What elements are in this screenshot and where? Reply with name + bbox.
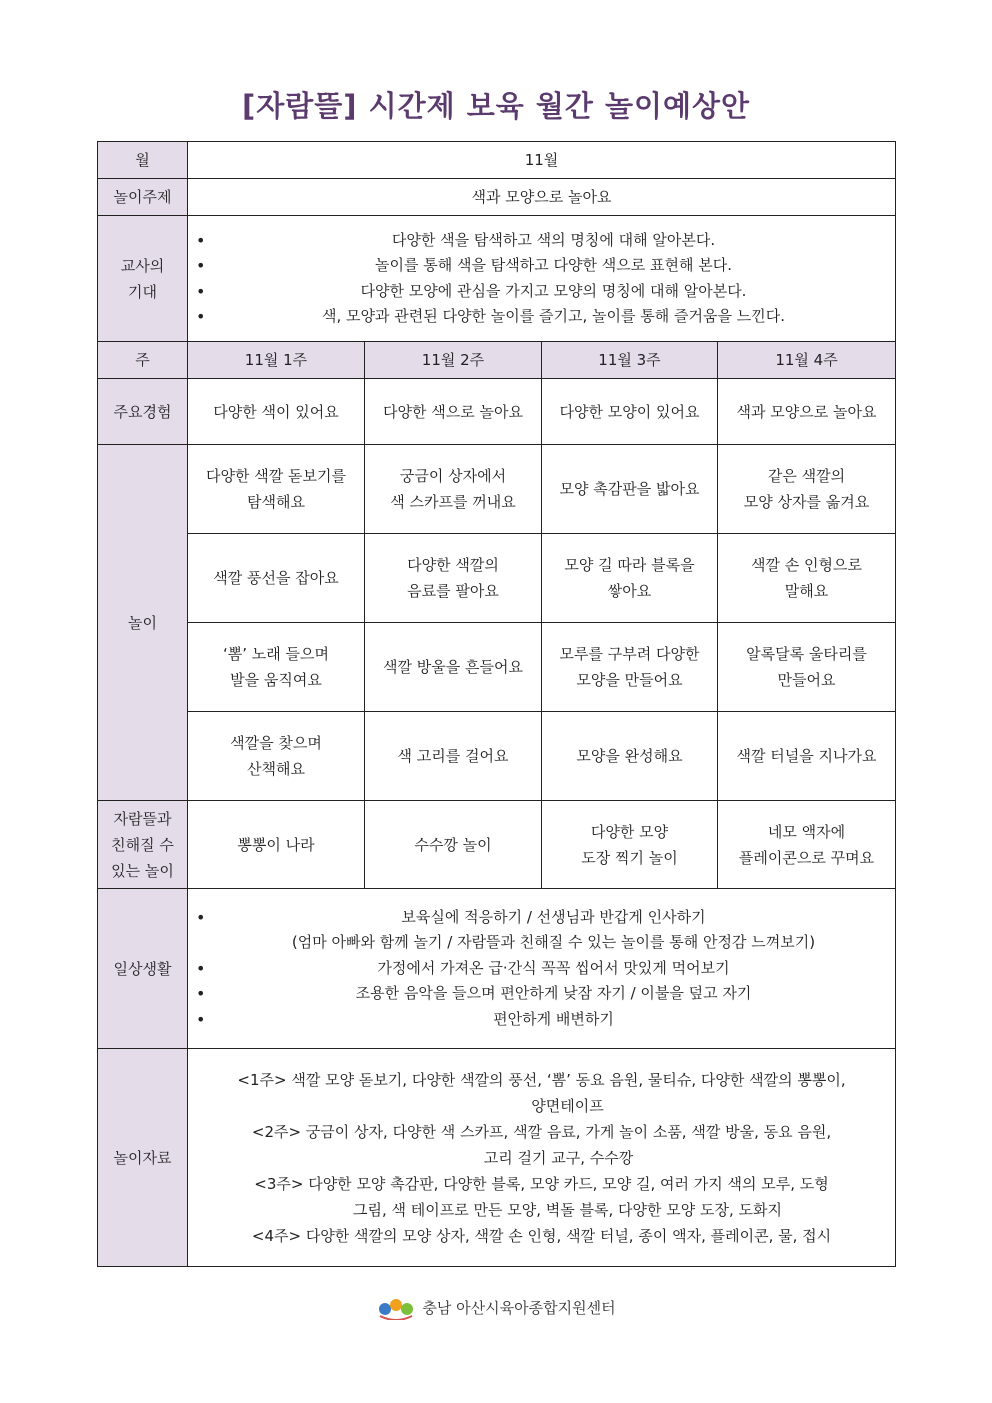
play-cell: ‘뽐’ 노래 들으며 발을 움직여요 xyxy=(188,623,365,712)
experience-week-4: 색과 모양으로 놀아요 xyxy=(718,379,896,445)
materials-week-2: <2주> 궁금이 상자, 다양한 색 스카프, 색깔 음료, 가게 놀이 소품, 색깔 방울, 동요 음원, xyxy=(251,1122,832,1141)
play-cell: 다양한 색깔의 음료를 팔아요 xyxy=(365,534,542,623)
theme-label: 놀이주제 xyxy=(98,179,188,216)
experience-label: 주요경험 xyxy=(98,379,188,445)
play-cell: 색깔을 찾으며 산책해요 xyxy=(188,712,365,801)
teacher-expectations xyxy=(188,216,896,342)
month-label: 월 xyxy=(98,142,188,179)
play-cell: 모양 촉감판을 밟아요 xyxy=(542,445,718,534)
footer-org: 충남 아산시육아종합지원센터 xyxy=(422,1298,616,1317)
month-value: 11월 xyxy=(188,142,896,179)
play-cell: 모루를 구부려 다양한 모양을 만들어요 xyxy=(542,623,718,712)
footer xyxy=(0,1294,992,1320)
materials-week-4: <4주> 다양한 색깔의 모양 상자, 색깔 손 인형, 색깔 터널, 종이 액자, 플레이콘, 물, 접시 xyxy=(251,1226,832,1245)
play-cell: 색깔 손 인형으로 말해요 xyxy=(718,534,896,623)
daily-life xyxy=(188,889,896,1049)
play-cell: 궁금이 상자에서 색 스카프를 꺼내요 xyxy=(365,445,542,534)
play-cell: 색깔 풍선을 잡아요 xyxy=(188,534,365,623)
experience-week-1: 다양한 색이 있어요 xyxy=(188,379,365,445)
play-label: 놀이 xyxy=(98,445,188,801)
play-cell: 알록달록 울타리를 만들어요 xyxy=(718,623,896,712)
friendly-week-4: 네모 액자에 플레이콘으로 꾸며요 xyxy=(718,801,896,889)
daily-item: • 가정에서 가져온 급·간식 꼭꼭 씹어서 맛있게 먹어보기 xyxy=(216,956,891,982)
week-label: 주 xyxy=(98,342,188,379)
plan-table xyxy=(97,141,896,1267)
play-cell: 모양을 완성해요 xyxy=(542,712,718,801)
friendly-label: 자람뜰과 친해질 수 있는 놀이 xyxy=(98,801,188,889)
teacher-item: • 놀이를 통해 색을 탐색하고 다양한 색으로 표현해 본다. xyxy=(216,253,891,279)
center-logo-icon xyxy=(376,1294,416,1320)
teacher-label: 교사의 기대 xyxy=(98,216,188,342)
daily-item: • 보육실에 적응하기 / 선생님과 반갑게 인사하기 (엄마 아빠와 함께 놀기 / 자람뜰과 친해질 수 있는 놀이를 통해 안정감 느껴보기) xyxy=(216,905,891,956)
play-materials xyxy=(188,1049,896,1267)
daily-item: • 조용한 음악을 들으며 편안하게 낮잠 자기 / 이불을 덮고 자기 xyxy=(216,981,891,1007)
teacher-item: • 다양한 색을 탐색하고 색의 명칭에 대해 알아본다. xyxy=(216,228,891,254)
play-cell: 색깔 방울을 흔들어요 xyxy=(365,623,542,712)
week-1: 11월 1주 xyxy=(188,342,365,379)
friendly-week-2: 수수깡 놀이 xyxy=(365,801,542,889)
friendly-week-1: 뽕뽕이 나라 xyxy=(188,801,365,889)
materials-week-1-cont: 양면테이프 xyxy=(531,1096,604,1115)
experience-week-3: 다양한 모양이 있어요 xyxy=(542,379,718,445)
theme-value: 색과 모양으로 놀아요 xyxy=(188,179,896,216)
materials-week-2-cont: 고리 걸기 교구, 수수깡 xyxy=(483,1148,634,1167)
play-cell: 색깔 터널을 지나가요 xyxy=(718,712,896,801)
page-title: [자람뜰] 시간제 보육 월간 놀이예상안 xyxy=(241,89,751,123)
friendly-week-3: 다양한 모양 도장 찍기 놀이 xyxy=(542,801,718,889)
week-4: 11월 4주 xyxy=(718,342,896,379)
materials-label: 놀이자료 xyxy=(98,1049,188,1267)
daily-label: 일상생활 xyxy=(98,889,188,1049)
teacher-item: • 색, 모양과 관련된 다양한 놀이를 즐기고, 놀이를 통해 즐거움을 느낀다. xyxy=(216,304,891,330)
play-cell: 같은 색깔의 모양 상자를 옮겨요 xyxy=(718,445,896,534)
daily-item-note: (엄마 아빠와 함께 놀기 / 자람뜰과 친해질 수 있는 놀이를 통해 안정감 느껴보기) xyxy=(291,933,816,952)
play-cell: 모양 길 따라 블록을 쌓아요 xyxy=(542,534,718,623)
materials-week-3-cont: 그림, 색 테이프로 만든 모양, 벽돌 블록, 다양한 모양 도장, 도화지 xyxy=(353,1200,783,1219)
materials-week-1: <1주> 색깔 모양 돋보기, 다양한 색깔의 풍선, ‘뽐’ 동요 음원, 물티슈, 다양한 색깔의 뽕뽕이, xyxy=(237,1070,846,1089)
daily-item: • 편안하게 배변하기 xyxy=(216,1007,891,1033)
experience-week-2: 다양한 색으로 놀아요 xyxy=(365,379,542,445)
materials-week-3: <3주> 다양한 모양 촉감판, 다양한 블록, 모양 카드, 모양 길, 여러 가지 색의 모루, 도형 xyxy=(254,1174,829,1193)
week-3: 11월 3주 xyxy=(542,342,718,379)
week-2: 11월 2주 xyxy=(365,342,542,379)
play-cell: 다양한 색깔 돋보기를 탐색해요 xyxy=(188,445,365,534)
teacher-item: • 다양한 모양에 관심을 가지고 모양의 명칭에 대해 알아본다. xyxy=(216,279,891,305)
play-cell: 색 고리를 걸어요 xyxy=(365,712,542,801)
